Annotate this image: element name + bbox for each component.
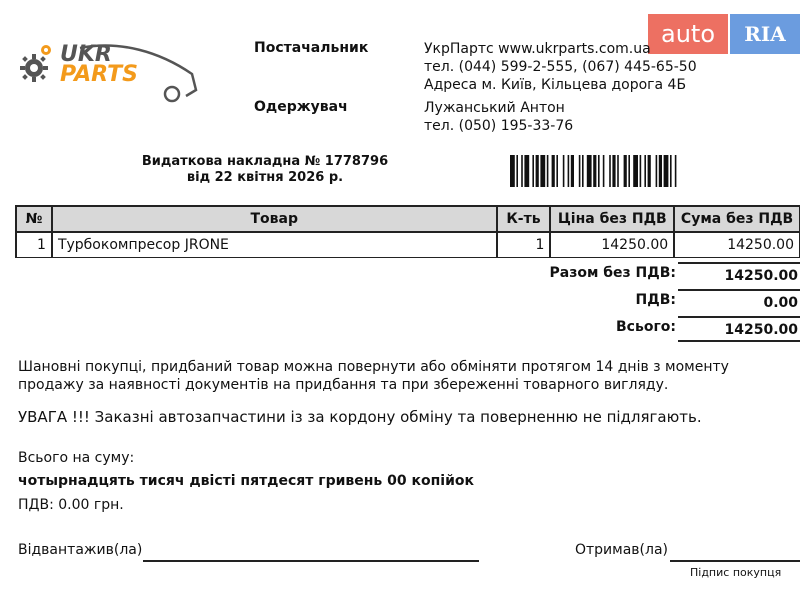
barcode-bar — [579, 155, 581, 187]
barcode-bar — [593, 155, 596, 187]
barcode — [510, 155, 800, 187]
col-header-qty: К-ть — [497, 206, 551, 232]
received-signature-line — [670, 560, 800, 562]
barcode-bar — [624, 155, 627, 187]
barcode-bar — [524, 155, 529, 187]
sum-in-words: чотырнадцять тисяч двісті пятдесят гривень 00 копійок — [18, 473, 475, 489]
barcode-bar — [547, 155, 549, 187]
total-value: 14250.00 — [678, 316, 800, 342]
table-row — [16, 232, 800, 258]
row-number: 1 — [16, 232, 52, 258]
logo-text-parts: PARTS — [60, 62, 138, 87]
barcode-bar — [612, 155, 615, 187]
shipped-by-label: Відвантажив(ла) — [18, 542, 143, 558]
barcode-bar — [516, 155, 518, 187]
barcode-bar — [587, 155, 592, 187]
col-header-price: Ціна без ПДВ — [550, 206, 674, 232]
sum-label: Всього на суму: — [18, 450, 135, 466]
barcode-bar — [598, 155, 600, 187]
table-header-row — [16, 206, 800, 232]
barcode-bar — [644, 155, 646, 187]
buyer-signature-caption: Підпис покупця — [690, 566, 782, 579]
supplier-line: тел. (044) 599-2-555, (067) 445-65-50 — [424, 59, 697, 75]
barcode-bar — [664, 155, 669, 187]
recipient-line: Лужанський Антон — [424, 100, 565, 116]
invoice-title — [110, 154, 420, 186]
col-header-sum: Сума без ПДВ — [674, 206, 800, 232]
barcode-bar — [540, 155, 545, 187]
barcode-bar — [633, 155, 638, 187]
total-label: Всього: — [616, 319, 676, 335]
shipped-signature-line — [143, 560, 479, 562]
barcode-bar — [510, 155, 515, 187]
return-policy-text: Шановні покупці, придбаний товар можна повернути або обміняти протягом 14 днів з моменту продажу за наявності документів на придбання та при збереженні товарного вигляду. — [18, 359, 729, 393]
row-sum: 14250.00 — [674, 232, 800, 258]
barcode-bar — [617, 155, 619, 187]
barcode-bar — [521, 155, 523, 187]
invoice-date: від 22 квітня 2026 р. — [186, 170, 344, 185]
barcode-bar — [603, 155, 605, 187]
subtotal-label: Разом без ПДВ: — [549, 265, 676, 281]
vat-label: ПДВ: — [635, 292, 676, 308]
barcode-bar — [556, 155, 558, 187]
recipient-info — [424, 99, 573, 135]
supplier-line: Адреса м. Київ, Кільцева дорога 4Б — [424, 77, 687, 93]
invoice-number: Видаткова накладна № 1778796 — [141, 154, 389, 169]
row-product-name: Турбокомпресор JRONE — [52, 232, 497, 258]
barcode-bar — [568, 155, 570, 187]
vat-value: 0.00 — [678, 289, 800, 313]
barcode-bar — [648, 155, 651, 187]
supplier-info — [424, 40, 697, 94]
recipient-line: тел. (050) 195-33-76 — [424, 118, 574, 134]
received-by-label: Отримав(ла) — [575, 542, 669, 558]
barcode-bar — [571, 155, 574, 187]
barcode-bar — [640, 155, 642, 187]
recipient-label: Одержувач — [254, 99, 348, 115]
watermark-ria: RIA — [730, 14, 800, 54]
barcode-bar — [563, 155, 565, 187]
barcode-bar — [532, 155, 534, 187]
barcode-bar — [656, 155, 658, 187]
barcode-bar — [582, 155, 584, 187]
vat-line: ПДВ: 0.00 грн. — [18, 497, 124, 513]
items-table — [15, 205, 800, 258]
barcode-bar — [675, 155, 677, 187]
col-header-product: Товар — [52, 206, 497, 232]
supplier-line: УкрПартс www.ukrparts.com.ua — [424, 41, 651, 57]
supplier-label: Постачальник — [254, 40, 369, 56]
barcode-bar — [659, 155, 662, 187]
barcode-bar — [628, 155, 630, 187]
barcode-bar — [552, 155, 555, 187]
barcode-bar — [609, 155, 611, 187]
row-qty: 1 — [497, 232, 551, 258]
company-logo — [20, 38, 200, 108]
row-price: 14250.00 — [550, 232, 674, 258]
logo-text-ukr: UKR — [60, 42, 112, 67]
barcode-bar — [536, 155, 539, 187]
col-header-number: № — [16, 206, 52, 232]
watermark-auto: auto — [648, 14, 728, 54]
barcode-bar — [670, 155, 672, 187]
subtotal-value: 14250.00 — [678, 262, 800, 286]
warning-text: УВАГА !!! Заказні автозапчастини із за кордону обміну та поверненню не підлягають. — [18, 408, 702, 426]
